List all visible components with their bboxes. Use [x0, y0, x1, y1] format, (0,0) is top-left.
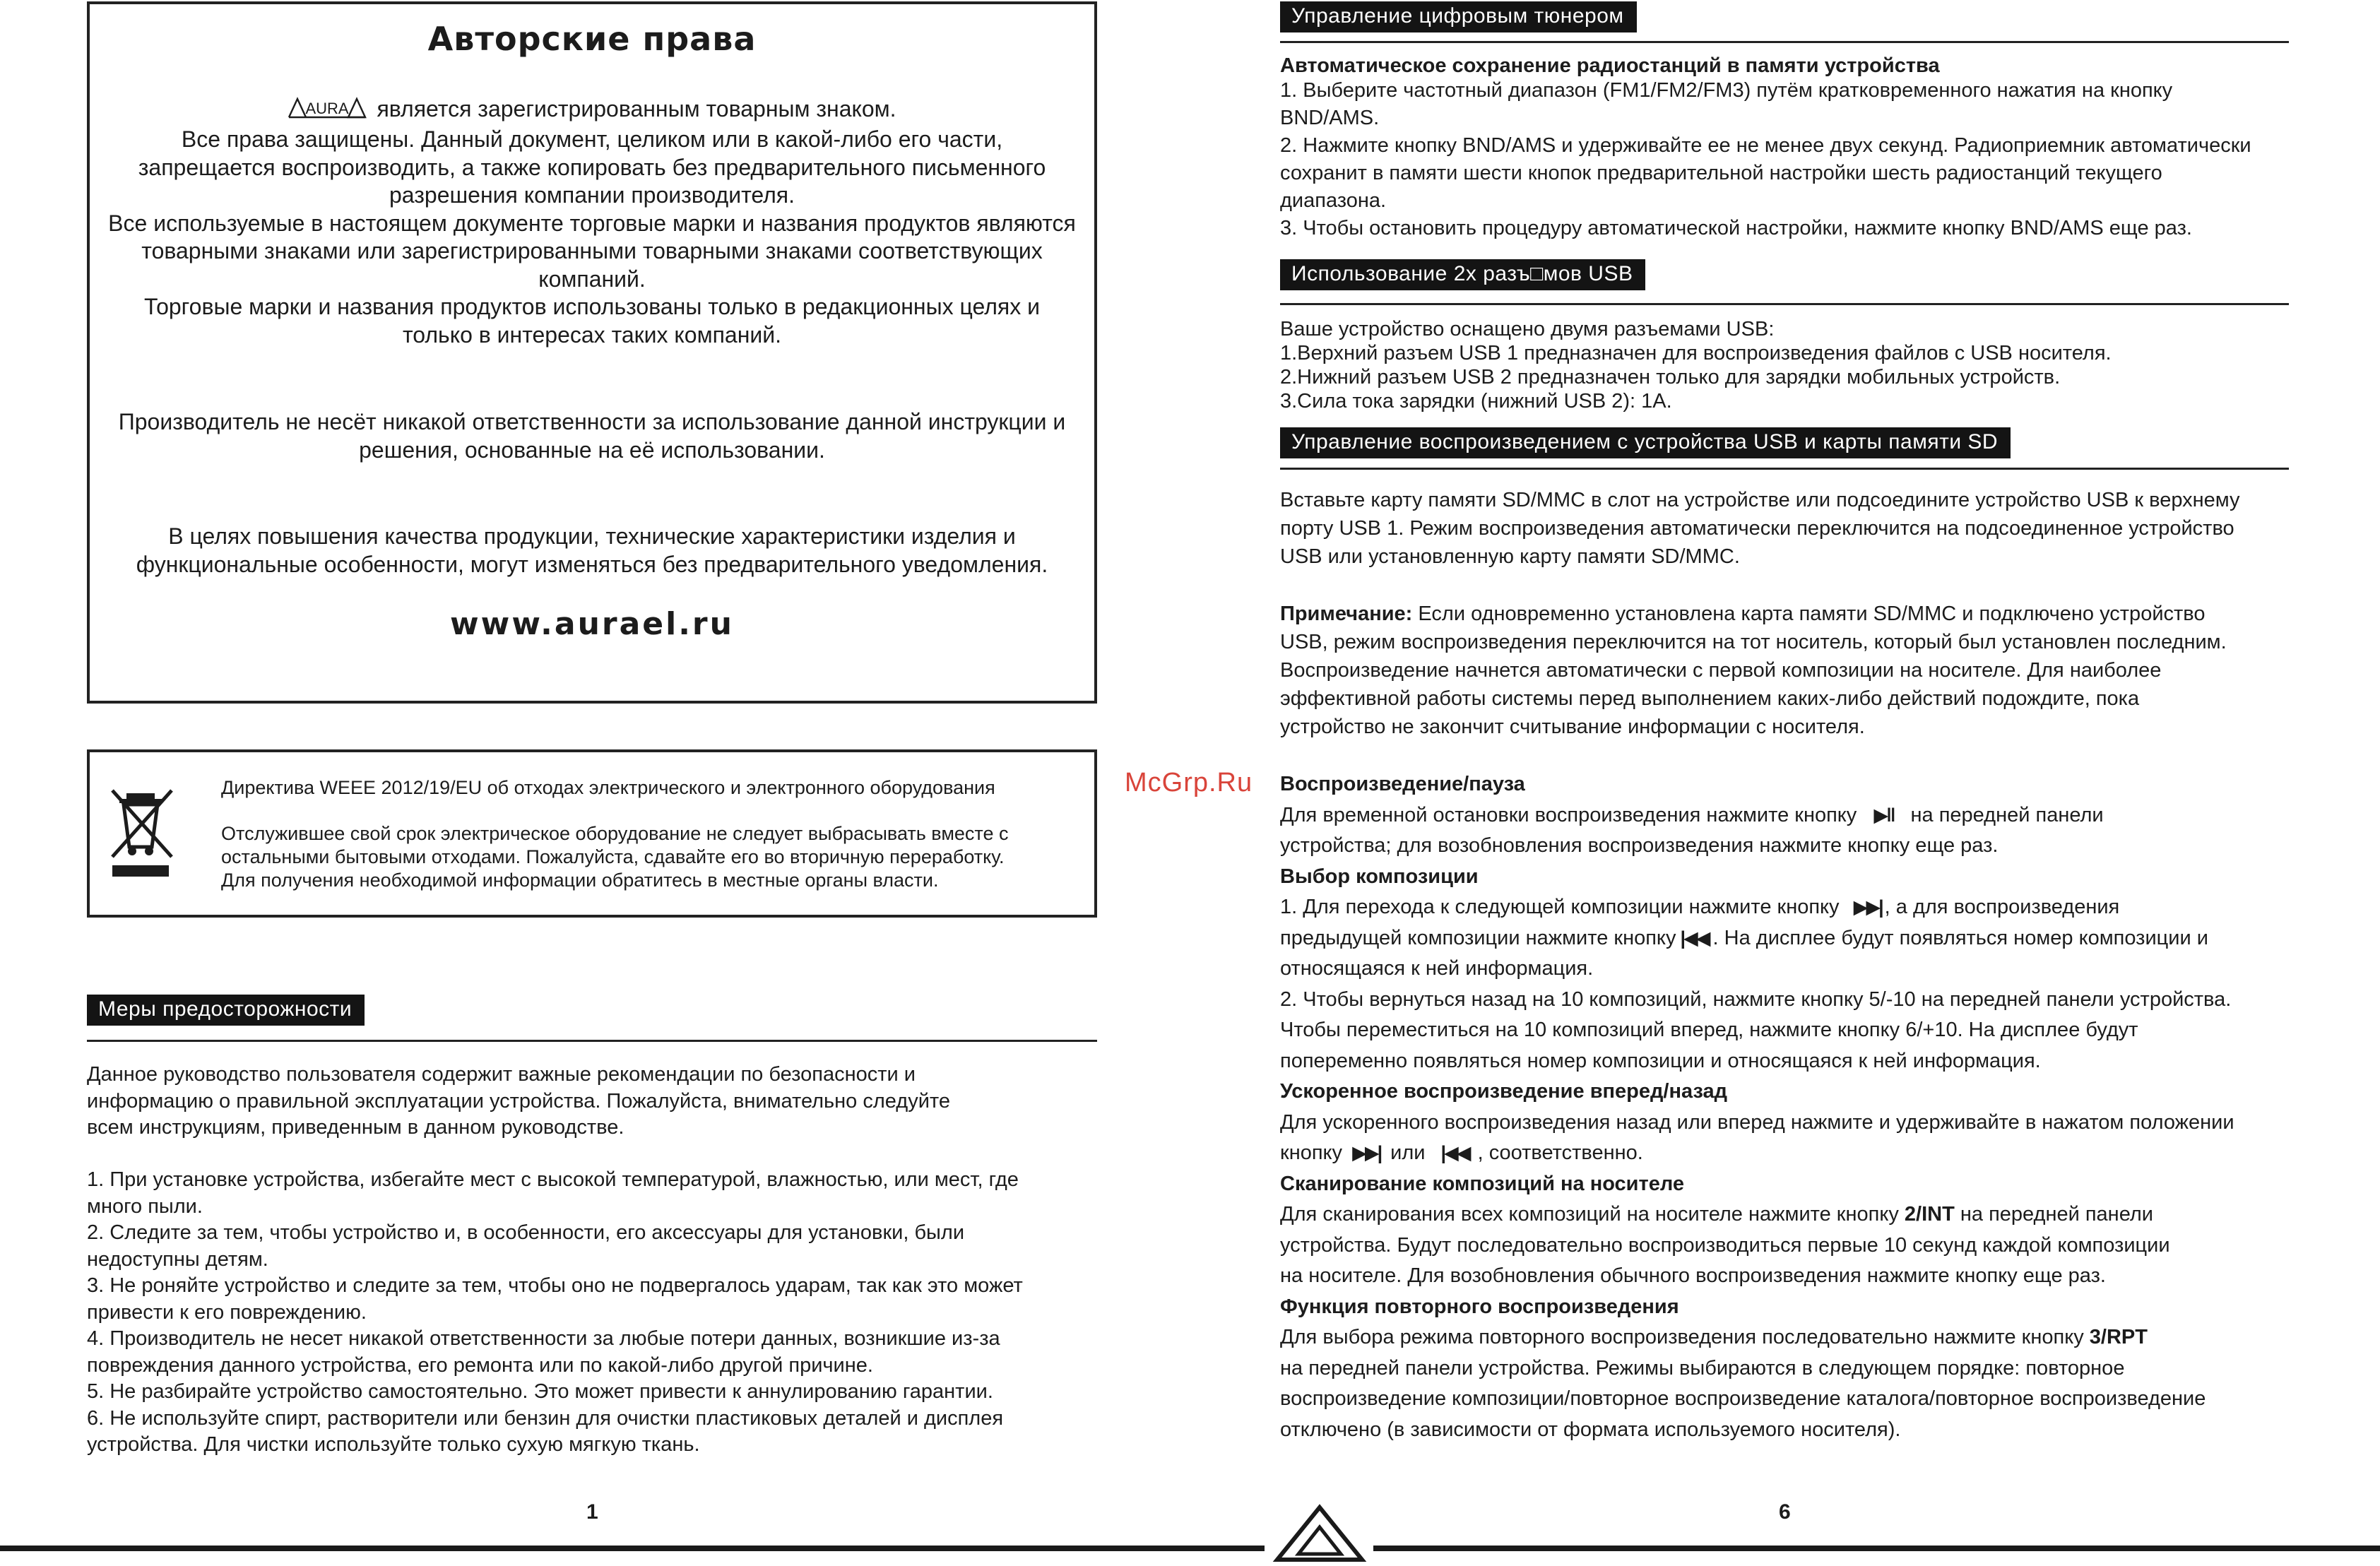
playback-insert-text: Вставьте карту памяти SD/MMC в слот на устройстве или подсоедините устройство USB к верхнему порту USB 1. Режим воспроизведения автоматически переключится на подсоединенное устройство USB или установленную карту памяти SD/MMC. — [1280, 489, 2240, 568]
precautions-rule — [87, 1040, 1097, 1042]
playback-note: Примечание: Если одновременно установлена карта памяти SD/MMC и подключено устройство USB, режим воспроизведения переключится на тот носитель, который был установлен последним. Воспроизведение начнется автоматически с первой композиции на носителе. Для наиболее эффективной работы системы перед выполнением каких-либо действий подождите, пока устройство не закончит считывание информации с носителя. — [1280, 603, 2227, 738]
usb-text: Ваше устройство оснащено двумя разъемами USB: 1.Верхний разъем USB 1 предназначен для воспроизведения файлов с USB носителя. 2.Нижний разъем USB 2 предназначен только для зарядки мобильных устройств. 3.Сила тока зарядки (нижний USB 2): 1A. — [1280, 318, 2112, 413]
crossed-bin-icon — [108, 786, 179, 882]
play-pause-icon: ▶‖ — [1873, 804, 1894, 826]
footer-rule-left — [0, 1546, 1265, 1551]
rpt-key: 3/RPT — [2089, 1326, 2148, 1348]
copyright-title: Авторские права — [427, 20, 757, 58]
list-item: 6. Не используйте спирт, растворители или бензин для очистки пластиковых деталей и дисплея — [87, 1406, 1004, 1430]
weee-title: Директива WEEE 2012/19/EU об отходах электрического и электронного оборудования — [221, 777, 995, 798]
prev-track-icon: |◀◀ — [1680, 927, 1709, 949]
rewind-icon: |◀◀ — [1440, 1142, 1469, 1163]
list-item: 2. Следите за тем, чтобы устройство и, в особенности, его аксессуары для установки, были — [87, 1221, 965, 1244]
precautions-header: Меры предосторожности — [87, 995, 365, 1026]
usb-rule — [1280, 303, 2289, 305]
list-item: повреждения данного устройства, его ремонта или по какой-либо другой причине. — [87, 1353, 873, 1377]
playback-rule — [1280, 468, 2289, 470]
playback-header: Управление воспроизведением с устройства USB и карты памяти SD — [1280, 427, 2011, 458]
page-number-left: 1 — [586, 1500, 598, 1524]
copyright-box — [87, 1, 1097, 704]
list-item: устройства. Для чистки используйте только сухую мягкую ткань. — [87, 1433, 700, 1456]
list-item: 3. Не роняйте устройство и следите за тем, чтобы оно не подвергалось ударам, так как это может — [87, 1274, 1023, 1297]
svg-text:AURA: AURA — [305, 100, 349, 117]
next-track-icon: ▶▶| — [1853, 896, 1882, 918]
tuner-header: Управление цифровым тюнером — [1280, 1, 1637, 32]
tuner-text: 1. Выберите частотный диапазон (FM1/FM2/FM3) путём кратковременного нажатия на кнопку BND/AMS. 2. Нажмите кнопку BND/AMS и удерживайте ее не менее двух секунд. Радиоприемник автоматически сохранит в памяти шести кнопок предварительной настройки шесть радиостанций текущего диапазона. 3. Чтобы остановить процедуру автоматической настройки, нажмите кнопку BND/AMS еще раз. — [1280, 79, 2251, 239]
list-item: 5. Не разбирайте устройство самостоятельно. Это может привести к аннулированию гарантии. — [87, 1380, 993, 1403]
list-item: 1. При установке устройства, избегайте мест с высокой температурой, влажностью, или мест, где — [87, 1168, 1019, 1191]
scan-title: Сканирование композиций на носителе — [1280, 1172, 1685, 1195]
aura-logo — [288, 95, 367, 127]
list-item: недоступны детям. — [87, 1247, 268, 1271]
page-number-right: 6 — [1779, 1500, 1791, 1524]
website-url: www.aurael.ru — [450, 606, 734, 642]
copyright-paragraph-1: Все права защищены. Данный документ, целиком или в какой-либо его части, запрещается воспроизводить, а также копировать без предварительного письменного разрешения компании производителя. Все используемые в настоящем документе торговые марки и названия продуктов являются товарными знаками или зарегистрированными товарными знаками соответствующих компаний. Торговые марки и названия продуктов использованы только в редакционных целях и только в интересах таких компаний. — [108, 126, 1076, 348]
list-item: привести к его повреждению. — [87, 1300, 367, 1324]
weee-box — [87, 749, 1097, 918]
tuner-rule — [1280, 41, 2289, 43]
copyright-paragraph-3: В целях повышения качества продукции, технические характеристики изделия и функциональные особенности, могут изменяться без предварительного уведомления. — [136, 523, 1048, 577]
usb-header: Использование 2х разъ□мов USB — [1280, 259, 1645, 290]
fast-forward-icon: ▶▶| — [1352, 1142, 1381, 1163]
repeat-title: Функция повторного воспроизведения — [1280, 1295, 1679, 1318]
weee-text: Отслужившее свой срок электрическое оборудование не следует выбрасывать вместе с остальными бытовыми отходами. Пожалуйста, сдавайте его во вторичную переработку. Для получения необходимой информации обратитесь в местные органы власти. — [221, 823, 1009, 891]
ff-title: Ускоренное воспроизведение вперед/назад — [1280, 1080, 1728, 1103]
note-label: Примечание: — [1280, 603, 1413, 625]
list-item: 4. Производитель не несет никакой ответственности за любые потери данных, возникшие из-за — [87, 1327, 1000, 1350]
watermark: McGrp.Ru — [1125, 768, 1253, 797]
select-title: Выбор композиции — [1280, 865, 1479, 888]
list-item: много пыли. — [87, 1194, 203, 1218]
aura-triangle-logo — [1270, 1503, 1369, 1566]
trademark-line — [90, 95, 1094, 127]
pause-title: Воспроизведение/пауза — [1280, 773, 1525, 795]
tuner-subtitle: Автоматическое сохранение радиостанций в памяти устройства — [1280, 54, 1940, 77]
playback-controls: Воспроизведение/пауза Для временной остановки воспроизведения нажмите кнопку ▶‖ на передней панели устройства; для возобновления воспроизведения нажмите кнопку еще раз. Выбор композиции 1. Для перехода к следующей композиции нажмите кнопку ▶▶| , а для воспроизведения предыдущей композиции нажмите кнопку |◀◀ . На дисплее будут появляться номер композиции и относящаяся к ней информация. 2. Чтобы вернуться назад на 10 композиций, нажмите кнопку 5/-10 на передней панели устройства. Чтобы переместиться на 10 композиций вперед, нажмите кнопку 6/+10. На дисплее будут попеременно появляться номер композиции и относящаяся к ней информация. Ускоренное воспроизведение вперед/назад Для ускоренного воспроизведения назад или вперед нажмите и удерживайте в нажатом положении кнопку ▶▶| или |◀◀ , соответственно. Сканирование композиций на носителе Для сканирования всех композиций на носителе нажмите кнопку 2/INT на передней панели устройства. Будут последовательно воспроизводиться первые 10 секунд каждой композиции на носителе. Для возобновления обычного воспроизведения нажмите кнопку еще раз. Функция повторного воспроизведения Для выбора режима повторного воспроизведения последовательно нажмите кнопку 3/RPT на передней панели устройства. Режимы выбираются в следующем порядке: повторное воспроизведение композиции/повторное воспроизведение каталога/повторное воспроизведение отключено (в зависимости от формата используемого носителя). — [1280, 769, 2234, 1445]
footer-rule-right — [1373, 1546, 2380, 1551]
precautions-list — [87, 1167, 1023, 1459]
trademark-text: является зарегистрированным товарным знаком. — [377, 96, 896, 122]
copyright-paragraph-2: Производитель не несёт никакой ответственности за использование данной инструкции и решения, основанные на её использовании. — [118, 409, 1066, 463]
int-key: 2/INT — [1904, 1203, 1955, 1226]
precautions-intro: Данное руководство пользователя содержит важные рекомендации по безопасности и информацию о правильной эксплуатации устройства. Пожалуйста, внимательно следуйте всем инструкциям, приведенным в данном руководстве. — [87, 1063, 950, 1139]
